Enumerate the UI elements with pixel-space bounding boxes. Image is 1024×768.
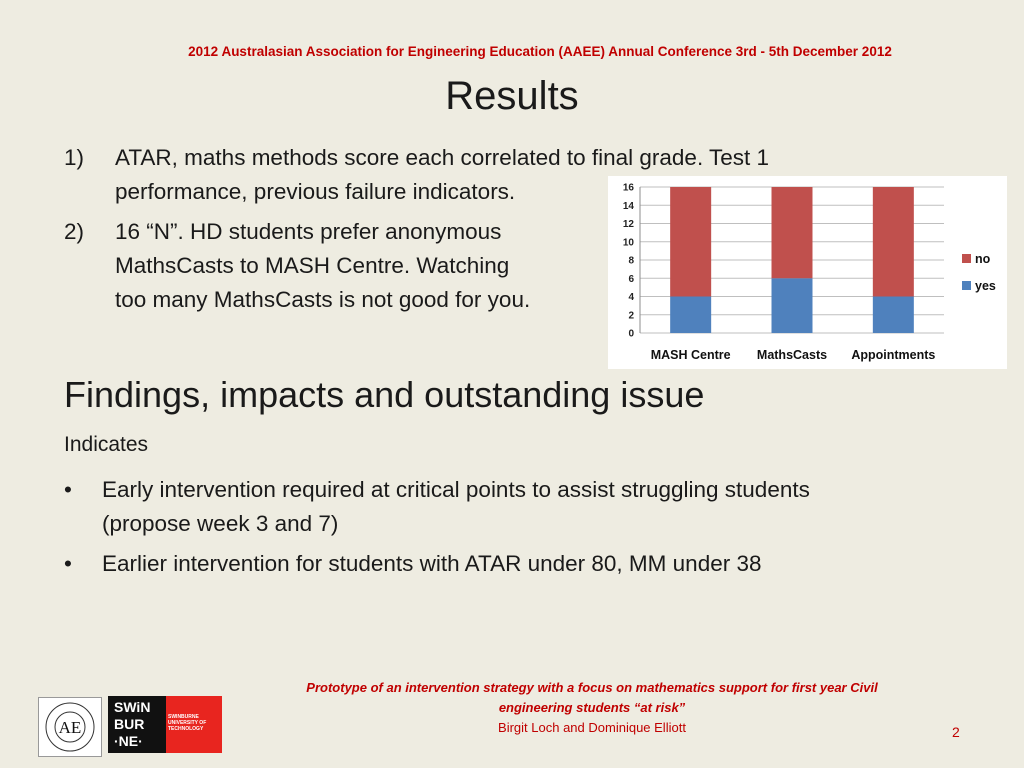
footer-title-1: Prototype of an intervention strategy with a focus on mathematics support for first year Civil bbox=[306, 680, 878, 695]
bar-no bbox=[772, 187, 813, 278]
aaee-mark: AE bbox=[58, 718, 82, 737]
footer bbox=[232, 678, 952, 738]
result-text: 16 “N”. HD students prefer anonymous MathsCasts to MASH Centre. Watching too many MathsCasts is not good for you. bbox=[115, 219, 531, 312]
y-tick-label: 6 bbox=[628, 273, 634, 285]
page-number: 2 bbox=[952, 724, 960, 740]
y-tick-label: 0 bbox=[628, 328, 634, 340]
y-tick-label: 12 bbox=[622, 219, 634, 230]
result-number: 2) bbox=[64, 219, 85, 244]
chart-svg bbox=[608, 176, 1007, 369]
bar-no bbox=[873, 187, 914, 297]
bar-yes bbox=[772, 278, 813, 333]
y-tick-label: 4 bbox=[628, 292, 634, 303]
findings-heading: Findings, impacts and outstanding issue bbox=[64, 374, 705, 415]
swinburne-sub: SWINBURNE UNIVERSITY OF TECHNOLOGY bbox=[168, 714, 207, 732]
bullet-icon: • bbox=[64, 551, 72, 576]
x-tick-label: Appointments bbox=[851, 348, 936, 362]
conference-banner: 2012 Australasian Association for Engineering Education (AAEE) Annual Conference 3rd - 5th December 2012 bbox=[188, 44, 892, 59]
bar-yes bbox=[873, 297, 914, 334]
bar-yes bbox=[670, 297, 711, 334]
legend-swatch-no bbox=[962, 254, 971, 263]
bar-no bbox=[670, 187, 711, 297]
y-tick-label: 10 bbox=[622, 237, 634, 249]
x-tick-label: MASH Centre bbox=[650, 348, 731, 362]
stacked-bar-chart bbox=[608, 176, 1007, 369]
y-tick-label: 2 bbox=[628, 310, 634, 322]
bullet-icon: • bbox=[64, 477, 72, 502]
result-text: ATAR, maths methods score each correlated to final grade. Test 1 performance, previous failure indicators. bbox=[115, 145, 770, 204]
footer-authors: Birgit Loch and Dominique Elliott bbox=[498, 720, 686, 735]
y-tick-label: 16 bbox=[622, 182, 634, 194]
y-tick-label: 14 bbox=[622, 200, 634, 212]
legend-label-yes: yes bbox=[975, 279, 996, 293]
indicates-label: Indicates bbox=[64, 433, 149, 456]
footer-title-2: engineering students “at risk” bbox=[498, 700, 686, 715]
x-tick-label: MathsCasts bbox=[756, 348, 828, 362]
result-number: 1) bbox=[64, 145, 85, 170]
aaee-logo bbox=[38, 697, 102, 757]
slide-title: Results bbox=[445, 74, 579, 118]
swinburne-logo: SWiN BUR ·NE· SWINBURNE UNIVERSITY OF TECHNOLOGY bbox=[108, 696, 222, 753]
legend-label-no: no bbox=[975, 252, 991, 266]
y-tick-label: 8 bbox=[628, 255, 634, 267]
legend-swatch-yes bbox=[962, 281, 971, 290]
